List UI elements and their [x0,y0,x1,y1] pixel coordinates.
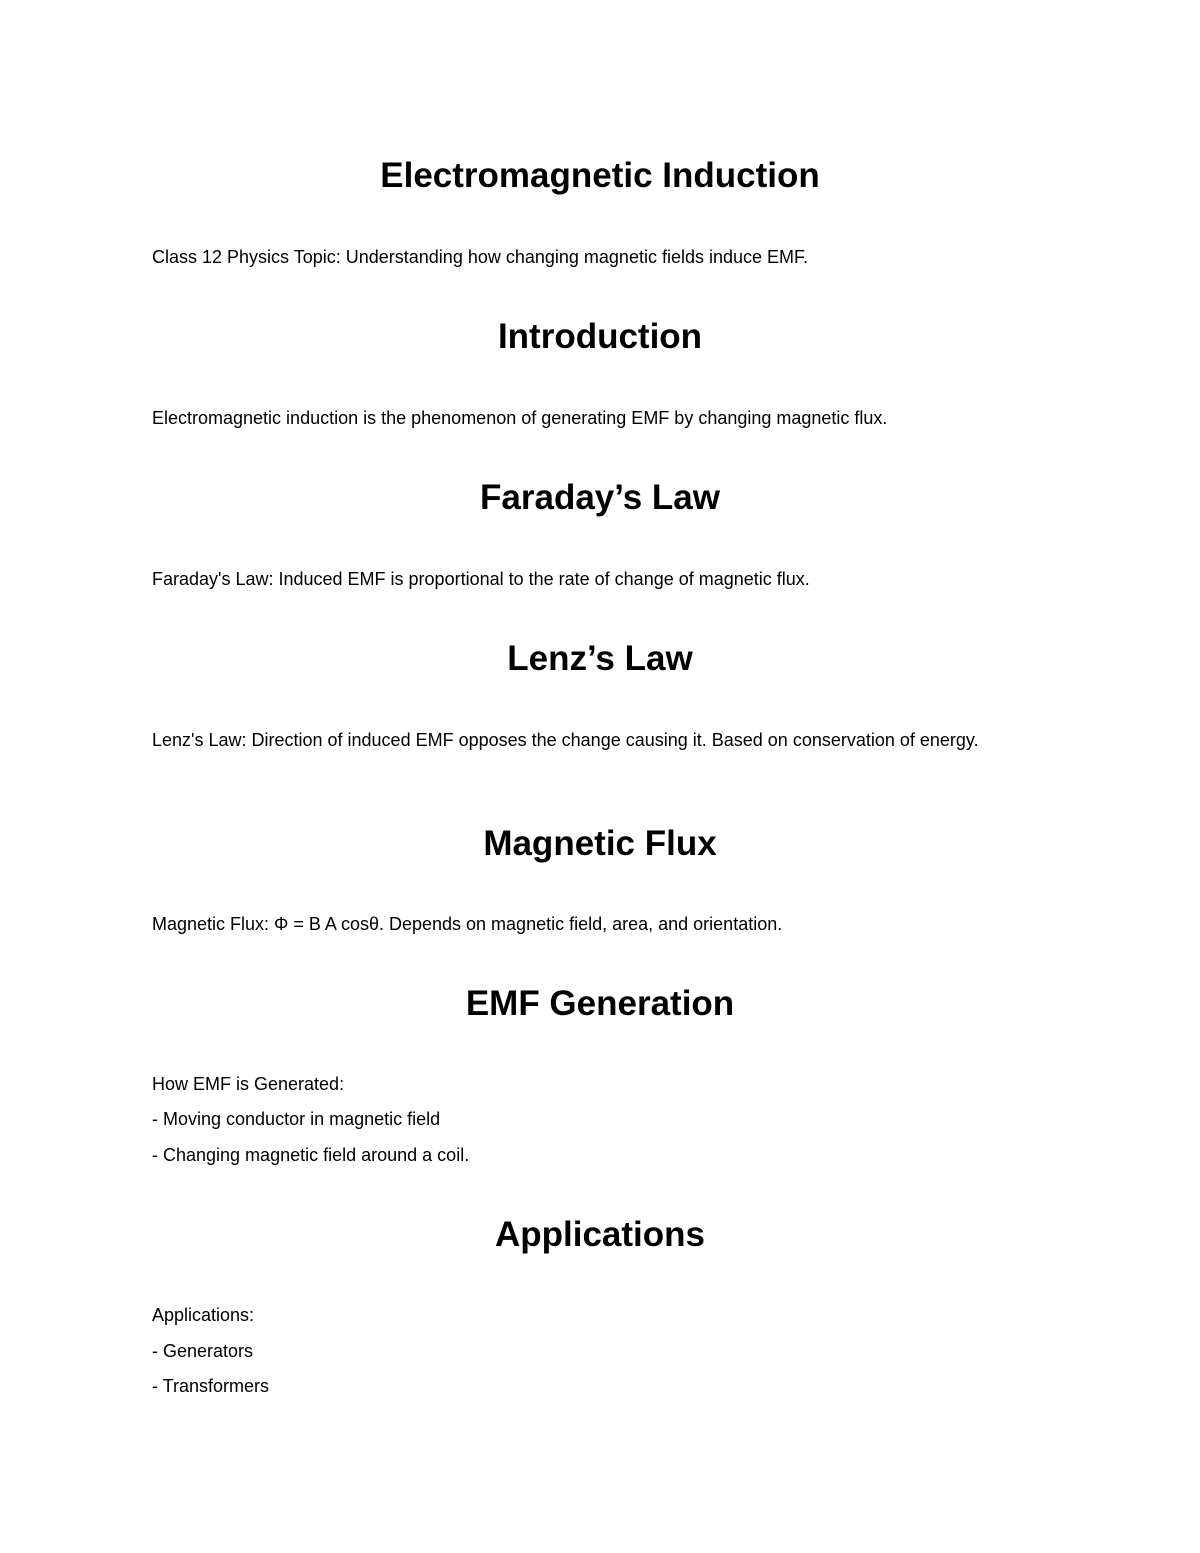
document-subtitle: Class 12 Physics Topic: Understanding how changing magnetic fields induce EMF. [152,247,809,267]
section-text-faradays-law: Faraday's Law: Induced EMF is proportional to the rate of change of magnetic flux. [152,569,810,589]
list-item-moving-conductor: - Moving conductor in magnetic field [152,1109,441,1129]
section-heading-faradays-law: Faraday’s Law [480,478,720,517]
section-text-introduction: Electromagnetic induction is the phenomenon of generating EMF by changing magnetic flux. [152,408,888,428]
section-heading-applications: Applications [494,1215,706,1254]
section-text-magnetic-flux: Magnetic Flux: Φ = B A cosθ. Depends on magnetic field, area, and orientation. [152,914,783,934]
section-text-lenzs-law: Lenz's Law: Direction of induced EMF opposes the change causing it. Based on conservation of energy. [152,730,979,750]
section-heading-lenzs-law: Lenz’s Law [507,639,693,678]
list-item-generators: - Generators [152,1341,254,1361]
section-text-applications-intro: Applications: [152,1305,255,1325]
section-heading-emf-generation: EMF Generation [465,984,735,1023]
list-item-changing-field: - Changing magnetic field around a coil. [152,1145,470,1165]
document-title: Electromagnetic Induction [380,156,820,195]
section-heading-magnetic-flux: Magnetic Flux [483,824,717,863]
section-heading-introduction: Introduction [497,317,703,356]
list-item-transformers: - Transformers [152,1376,270,1396]
section-text-emf-generation-intro: How EMF is Generated: [152,1074,345,1094]
